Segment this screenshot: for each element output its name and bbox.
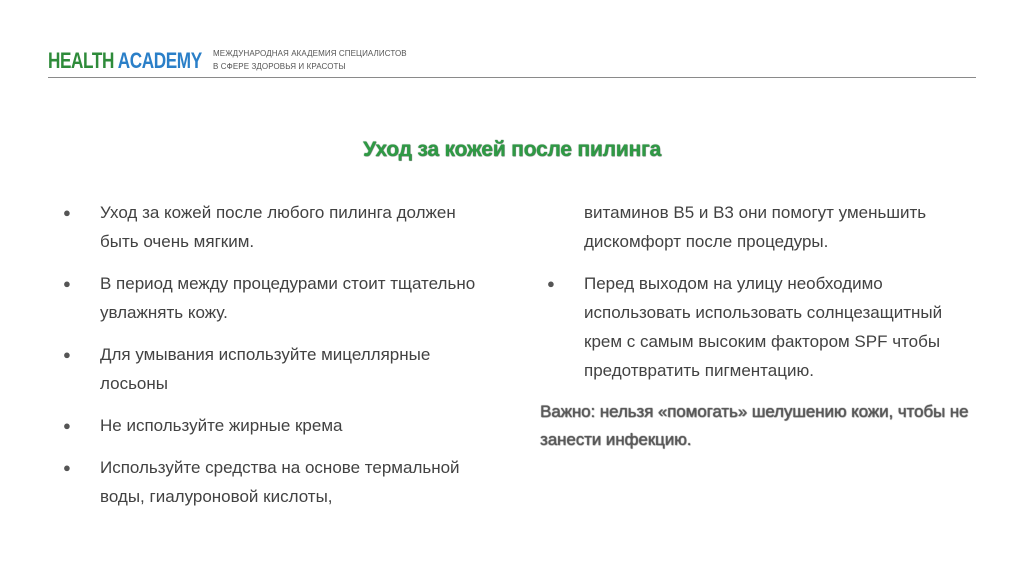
list-item-text: Для умывания используйте мицеллярные лосьоны <box>100 345 431 393</box>
important-note: Важно: нельзя «помогать» шелушению кожи, чтобы не занести инфекцию. <box>540 402 969 449</box>
list-item-text: Не используйте жирные крема <box>100 416 343 435</box>
bullet-dot-icon: ● <box>63 347 71 362</box>
page-header <box>48 44 976 78</box>
list-item-text: Уход за кожей после любого пилинга должен быть очень мягким. <box>100 203 456 251</box>
academy-tagline <box>213 47 407 73</box>
left-bullet-list <box>56 198 486 511</box>
logo-academy-text: ACADEMY <box>117 48 202 73</box>
tagline-line-1: МЕЖДУНАРОДНАЯ АКАДЕМИЯ СПЕЦИАЛИСТОВ <box>213 49 407 58</box>
logo-health-text: HEALTH <box>48 48 114 73</box>
right-bullet-list <box>540 269 980 385</box>
list-item <box>56 340 486 398</box>
list-item-text: В период между процедурами стоит тщательно увлажнять кожу. <box>100 274 476 322</box>
list-item-continuation: витаминов B5 и B3 они помогут уменьшить дискомфорт после процедуры. <box>584 203 927 251</box>
bullet-dot-icon: ● <box>63 460 71 475</box>
list-item-text: Перед выходом на улицу необходимо использовать использовать солнцезащитный крем с самым высоким фактором SPF чтобы предотвратить пигментацию. <box>584 274 943 380</box>
slide-title: Уход за кожей после пилинга <box>363 138 661 161</box>
bullet-dot-icon: ● <box>547 276 555 291</box>
bullet-dot-icon: ● <box>63 205 71 220</box>
list-item <box>56 453 486 511</box>
list-item <box>56 269 486 327</box>
list-item <box>56 198 486 256</box>
list-item <box>540 269 980 385</box>
list-item <box>56 411 486 440</box>
health-academy-logo <box>48 48 202 74</box>
left-column <box>56 198 486 524</box>
right-column <box>540 198 980 454</box>
tagline-line-2: В СФЕРЕ ЗДОРОВЬЯ И КРАСОТЫ <box>213 62 346 71</box>
list-item-text: Используйте средства на основе термальной воды, гиалуроновой кислоты, <box>100 458 460 506</box>
bullet-dot-icon: ● <box>63 276 71 291</box>
bullet-dot-icon: ● <box>63 418 71 433</box>
